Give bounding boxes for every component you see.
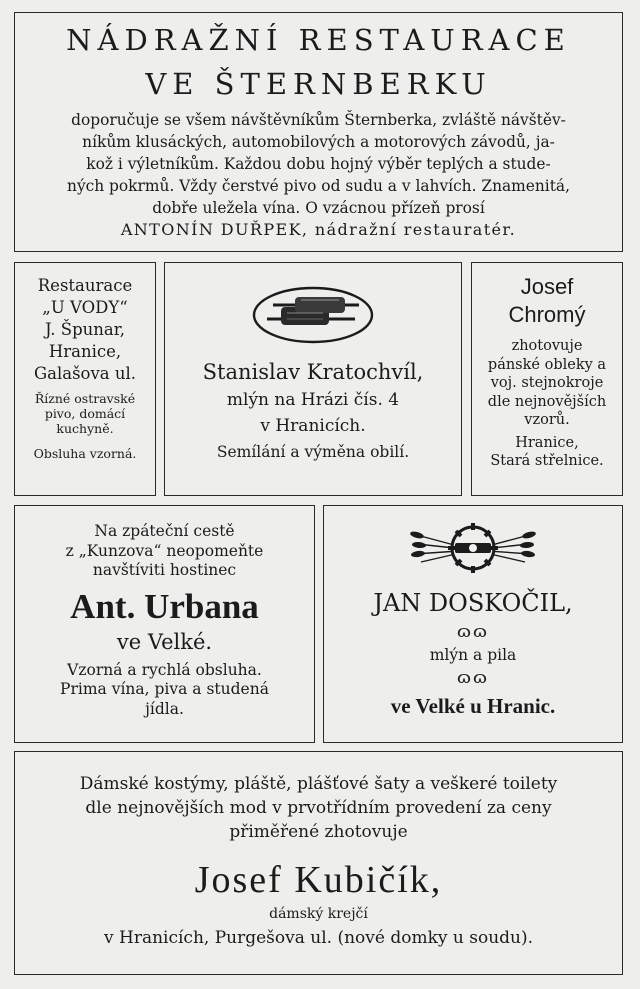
millstone-roller-icon: [165, 285, 461, 349]
ad5-intro-line: z „Kunzova“ neopomeňte: [65, 541, 264, 560]
ad5-name: Ant. Urbana: [70, 586, 259, 626]
ad3-line2: mlýn na Hrázi čís. 4: [226, 390, 400, 410]
ad1-body: [15, 109, 622, 241]
ad5-closing-line: jídla.: [145, 699, 184, 718]
ad2-line: Galašova ul.: [33, 364, 137, 383]
ad-kubicik: [14, 751, 623, 975]
ad-kratochvil: [164, 262, 462, 496]
ad7-profession: dámský krejčí: [269, 906, 368, 922]
ad1-title-line2: VE ŠTERNBERKU: [145, 67, 492, 101]
ad1-body-line: dobře uležela vína. O vzácnou přízeň prosí: [152, 199, 485, 217]
ad3-line3: v Hranicích.: [260, 416, 366, 436]
ad-urbana: [14, 505, 315, 743]
ad4-name-line1: Josef: [520, 274, 574, 299]
ad4-address-line: Hranice,: [515, 434, 579, 451]
ad-chromy: [471, 262, 623, 496]
ad4-name-line2: Chromý: [508, 302, 586, 327]
ad7-address: v Hranicích, Purgešova ul. (nové domky u soudu).: [103, 928, 534, 948]
ad7-line: přiměřené zhotovuje: [229, 822, 408, 842]
ad4-line: vzorů.: [524, 412, 570, 428]
ad5-place: ve Velké.: [116, 629, 213, 654]
ad7-line: dle nejnovějších mod v prvotřídním provedení za ceny: [85, 798, 552, 818]
ad2-small-line: kuchyně.: [56, 421, 114, 436]
ad1-title-line1: NÁDRAŽNÍ RESTAURACE: [66, 23, 571, 57]
ad1-body-line: níkům klusáckých, automobilových a motorových závodů, ja-: [82, 133, 555, 151]
ad6-name: JAN DOSKOČIL,: [373, 589, 573, 617]
ad4-line: zhotovuje: [511, 338, 583, 354]
ad3-line4: Semílání a výměna obilí.: [216, 443, 410, 461]
ad1-signature: ANTONÍN DUŘPEK, nádražní restauratér.: [120, 220, 517, 239]
ad-doskocil: [323, 505, 623, 743]
ad2-line: Hranice,: [48, 342, 122, 361]
mill-wheel-wheat-icon: [324, 520, 622, 582]
ad5-closing-line: Vzorná a rychlá obsluha.: [67, 660, 262, 679]
ad6-ornament-bottom: ɷɷ: [457, 668, 489, 688]
ad6-place: ve Velké u Hranic.: [390, 694, 556, 718]
ad5-closing-line: Prima vína, piva a studená: [60, 680, 269, 698]
ad4-line: voj. stejnokroje: [490, 375, 604, 391]
ad2-line: Restaurace: [37, 276, 133, 295]
ad4-line: dle nejnovějších: [487, 393, 607, 410]
ad7-line: Dámské kostýmy, pláště, plášťové šaty a veškeré toilety: [79, 774, 558, 794]
ad-u-vody: [14, 262, 156, 496]
ad1-body-line: doporučuje se všem návštěvníkům Šternberka, zvláště návštěv-: [71, 111, 566, 129]
ad6-line2: mlýn a pila: [429, 646, 517, 664]
ad1-body-line: ných pokrmů. Vždy čerstvé pivo od sudu a v lahvích. Znamenitá,: [67, 177, 570, 195]
ad1-body-line: kož i výletníkům. Každou dobu hojný výběr teplých a stude-: [86, 155, 551, 173]
ad7-name: Josef Kubičík,: [194, 859, 443, 901]
ad2-small-line: Řízné ostravské: [34, 391, 136, 406]
ad-nadrazni-restaurace: [14, 12, 623, 252]
ad2-small-line: pivo, domácí: [44, 406, 126, 421]
ad6-ornament-top: ɷɷ: [457, 622, 489, 642]
ad2-line: J. Špunar,: [44, 320, 126, 339]
ad4-line: pánské obleky a: [487, 356, 607, 373]
ad2-line: „U VODY“: [42, 298, 128, 317]
ad5-intro-line: navštíviti hostinec: [92, 561, 237, 579]
ad2-footer: Obsluha vzorná.: [33, 446, 137, 461]
ad3-name: Stanislav Kratochvíl,: [202, 360, 424, 384]
ad4-address-line: Stará střelnice.: [490, 453, 604, 469]
ad5-intro-line: Na zpáteční cestě: [94, 522, 235, 540]
